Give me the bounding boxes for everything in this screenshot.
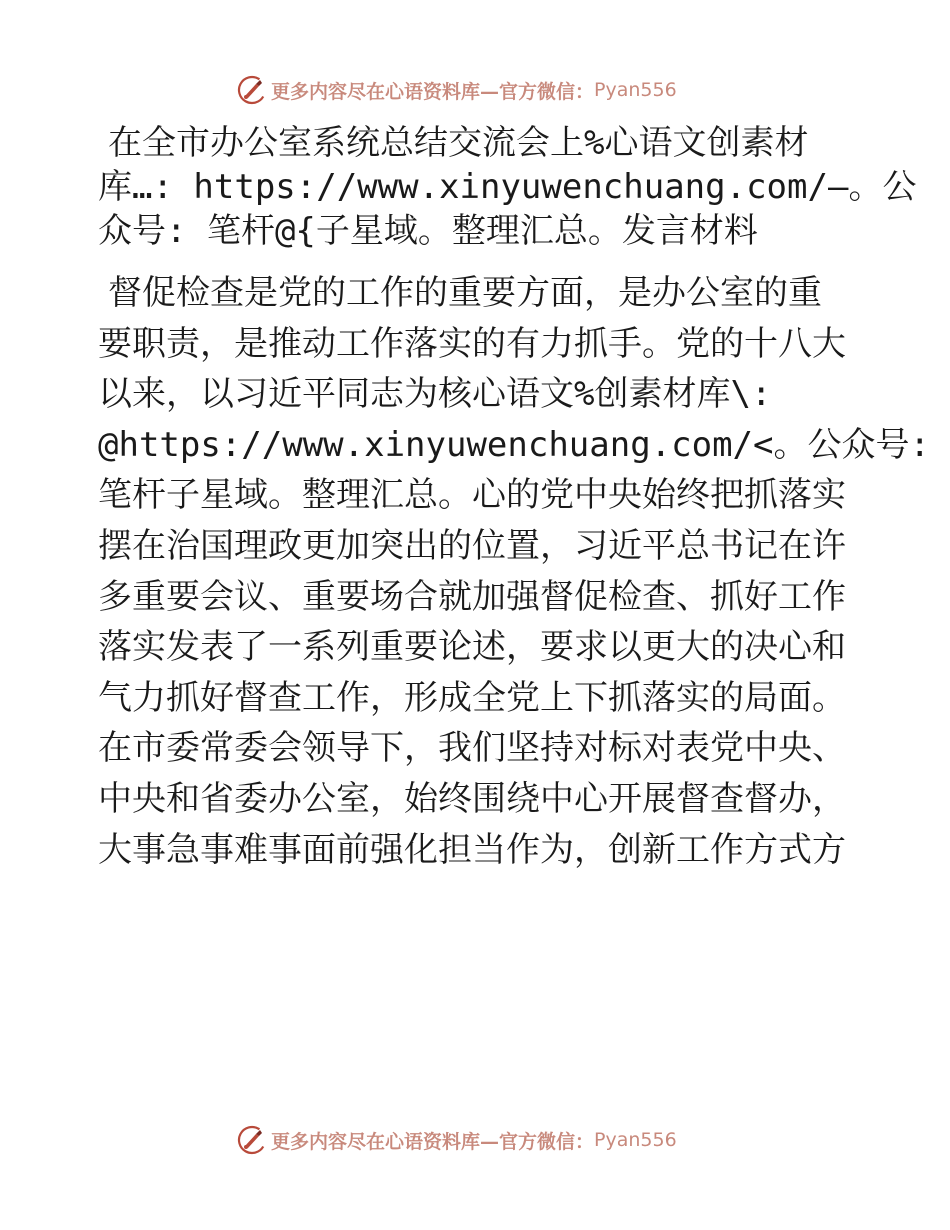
text-line: 督促检查是党的工作的重要方面，是办公室的重 — [108, 273, 822, 313]
paragraph-body — [98, 268, 930, 875]
text-line: 落实发表了一系列重要论述，要求以更大的决心和 — [98, 627, 846, 668]
brush-logo-icon — [236, 74, 268, 106]
text-line: 以来，以习近平同志为核心语文%创素材库\: — [98, 374, 772, 415]
text-line: 众号: 笔杆@{子星域。整理汇总。发言材料 — [98, 211, 758, 251]
text-line: 多重要会议、重要场合就加强督促检查、抓好工作 — [98, 576, 846, 617]
banner-wechat-id: Pyan556 — [594, 1129, 677, 1151]
text-line: 要职责，是推动工作落实的有力抓手。党的十八大 — [98, 323, 846, 364]
text-line: 在市委常委会领导下，我们坚持对标对表党中央、 — [98, 728, 846, 769]
text-line: 库…: https://www.xinyuwenchuang.com/—。公 — [98, 167, 917, 207]
text-line: 摆在治国理政更加突出的位置，习近平总书记在许 — [98, 525, 846, 566]
text-line: 气力抓好督查工作，形成全党上下抓落实的局面。 — [98, 677, 846, 718]
text-line: 中央和省委办公室，始终围绕中心开展督查督办， — [98, 778, 846, 819]
document-body — [98, 121, 930, 875]
header-watermark-banner — [236, 73, 677, 107]
text-line: 在全市办公室系统总结交流会上%心语文创素材 — [108, 123, 809, 163]
footer-watermark-banner — [236, 1123, 677, 1157]
text-line: 大事急事难事面前强化担当作为，创新工作方式方 — [98, 829, 846, 870]
paragraph-title — [98, 121, 917, 253]
text-line: 笔杆子星域。整理汇总。心的党中央始终把抓落实 — [98, 475, 846, 516]
banner-text: 更多内容尽在心语资料库—官方微信： — [271, 1130, 595, 1153]
banner-text: 更多内容尽在心语资料库—官方微信： — [271, 80, 595, 103]
banner-wechat-id: Pyan556 — [594, 79, 677, 101]
text-line: @https://www.xinyuwenchuang.com/<。公众号: — [98, 424, 930, 465]
brush-logo-icon — [236, 1124, 268, 1156]
